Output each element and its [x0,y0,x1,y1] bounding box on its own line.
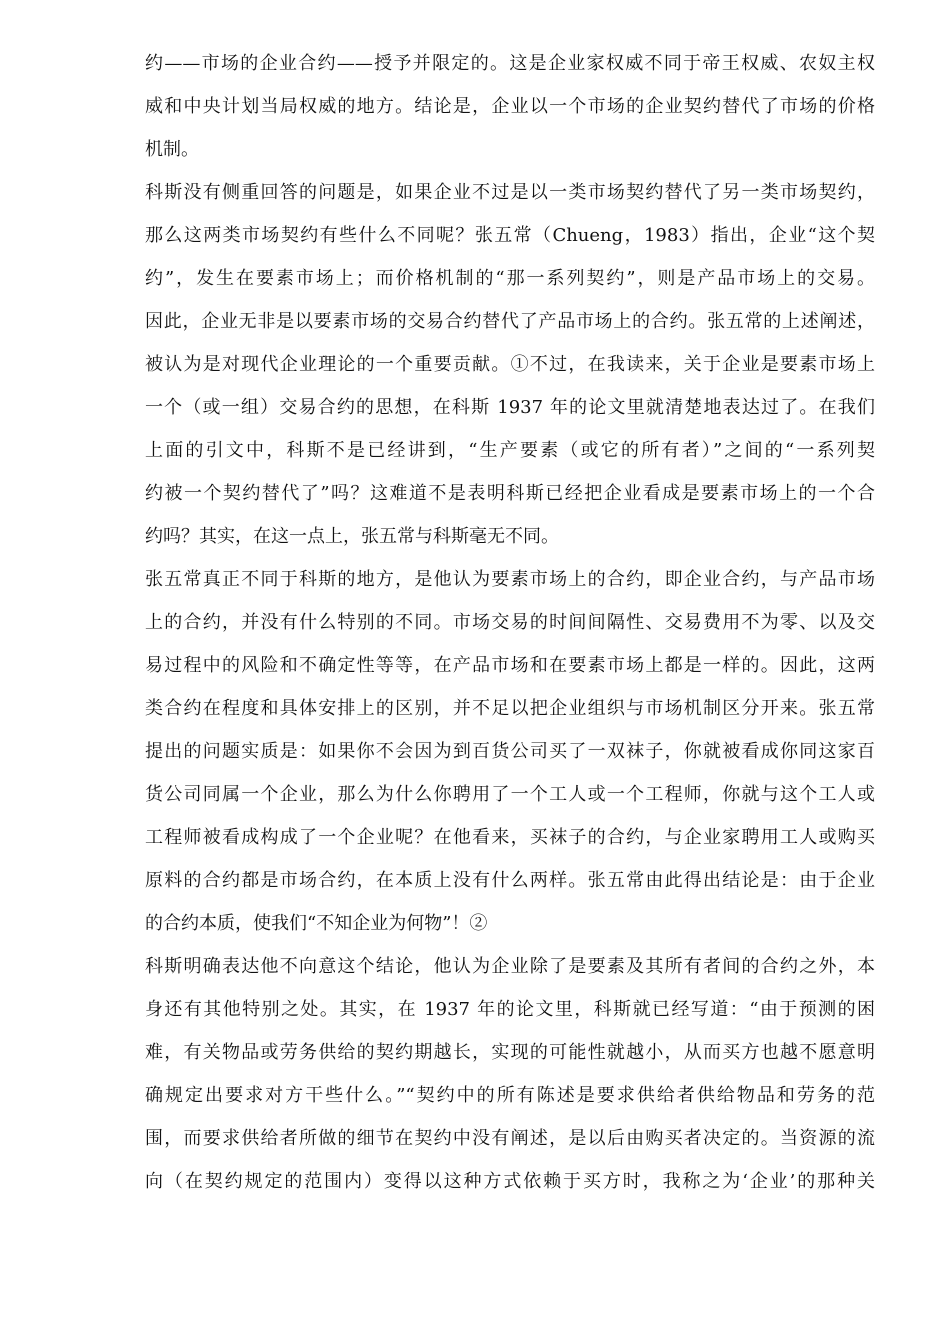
text-line: 提出的问题实质是：如果你不会因为到百货公司买了一双袜子，你就被看成你同这家百 [145,741,875,762]
text-line: 因此，企业无非是以要素市场的交易合约替代了产品市场上的合约。张五常的上述阐述， [145,311,875,332]
text-line: 约”，发生在要素市场上；而价格机制的“那一系列契约”，则是产品市场上的交易。 [145,268,875,289]
text-line: 原料的合约都是市场合约，在本质上没有什么两样。张五常由此得出结论是：由于企业 [145,870,875,891]
text-line: 约——市场的企业合约——授予并限定的。这是企业家权威不同于帝王权威、农奴主权 [145,53,875,74]
text-line: 围，而要求供给者所做的细节在契约中没有阐述，是以后由购买者决定的。当资源的流 [145,1128,875,1149]
text-line: 张五常真正不同于科斯的地方，是他认为要素市场上的合约，即企业合约，与产品市场 [145,569,875,590]
text-line: 货公司同属一个企业，那么为什么你聘用了一个工人或一个工程师，你就与这个工人或 [145,784,875,805]
text-line: 的合约本质，使我们“不知企业为何物”！② [145,913,488,934]
text-line: 难，有关物品或劳务供给的契约期越长，实现的可能性就越小，从而买方也越不愿意明 [145,1042,875,1063]
text-line: 约被一个契约替代了”吗？这难道不是表明科斯已经把企业看成是要素市场上的一个合 [145,483,875,504]
text-line: 约吗？其实，在这一点上，张五常与科斯毫无不同。 [145,526,559,547]
text-line: 科斯明确表达他不向意这个结论，他认为企业除了是要素及其所有者间的合约之外，本 [145,956,875,977]
text-line: 身还有其他特别之处。其实，在 1937 年的论文里，科斯就已经写道：“由于预测的困 [145,999,875,1020]
text-line: 机制。 [145,139,199,160]
text-line: 工程师被看成构成了一个企业呢？在他看来，买袜子的合约，与企业家聘用工人或购买 [145,827,875,848]
text-line: 上的合约，并没有什么特别的不同。市场交易的时间间隔性、交易费用不为零、以及交 [145,612,875,633]
text-line: 上面的引文中，科斯不是已经讲到，“生产要素（或它的所有者）”之间的“一系列契 [145,440,875,461]
text-line: 类合约在程度和具体安排上的区别，并不足以把企业组织与市场机制区分开来。张五常 [145,698,875,719]
text-line: 确规定出要求对方干些什么。”“契约中的所有陈述是要求供给者供给物品和劳务的范 [145,1085,875,1106]
text-line: 一个（或一组）交易合约的思想，在科斯 1937 年的论文里就清楚地表达过了。在我们 [145,397,875,418]
text-line: 那么这两类市场契约有些什么不同呢？张五常（Chueng，1983）指出，企业“这个契 [145,225,875,246]
text-line: 易过程中的风险和不确定性等等，在产品市场和在要素市场上都是一样的。因此，这两 [145,655,875,676]
text-line: 被认为是对现代企业理论的一个重要贡献。①不过，在我读来，关于企业是要素市场上 [145,354,875,375]
body-text [145,47,875,1208]
text-line: 威和中央计划当局权威的地方。结论是，企业以一个市场的企业契约替代了市场的价格 [145,96,875,117]
text-line: 向（在契约规定的范围内）变得以这种方式依赖于买方时，我称之为‘企业’的那种关 [145,1171,875,1192]
text-line: 科斯没有侧重回答的问题是，如果企业不过是以一类市场契约替代了另一类市场契约， [145,182,875,203]
